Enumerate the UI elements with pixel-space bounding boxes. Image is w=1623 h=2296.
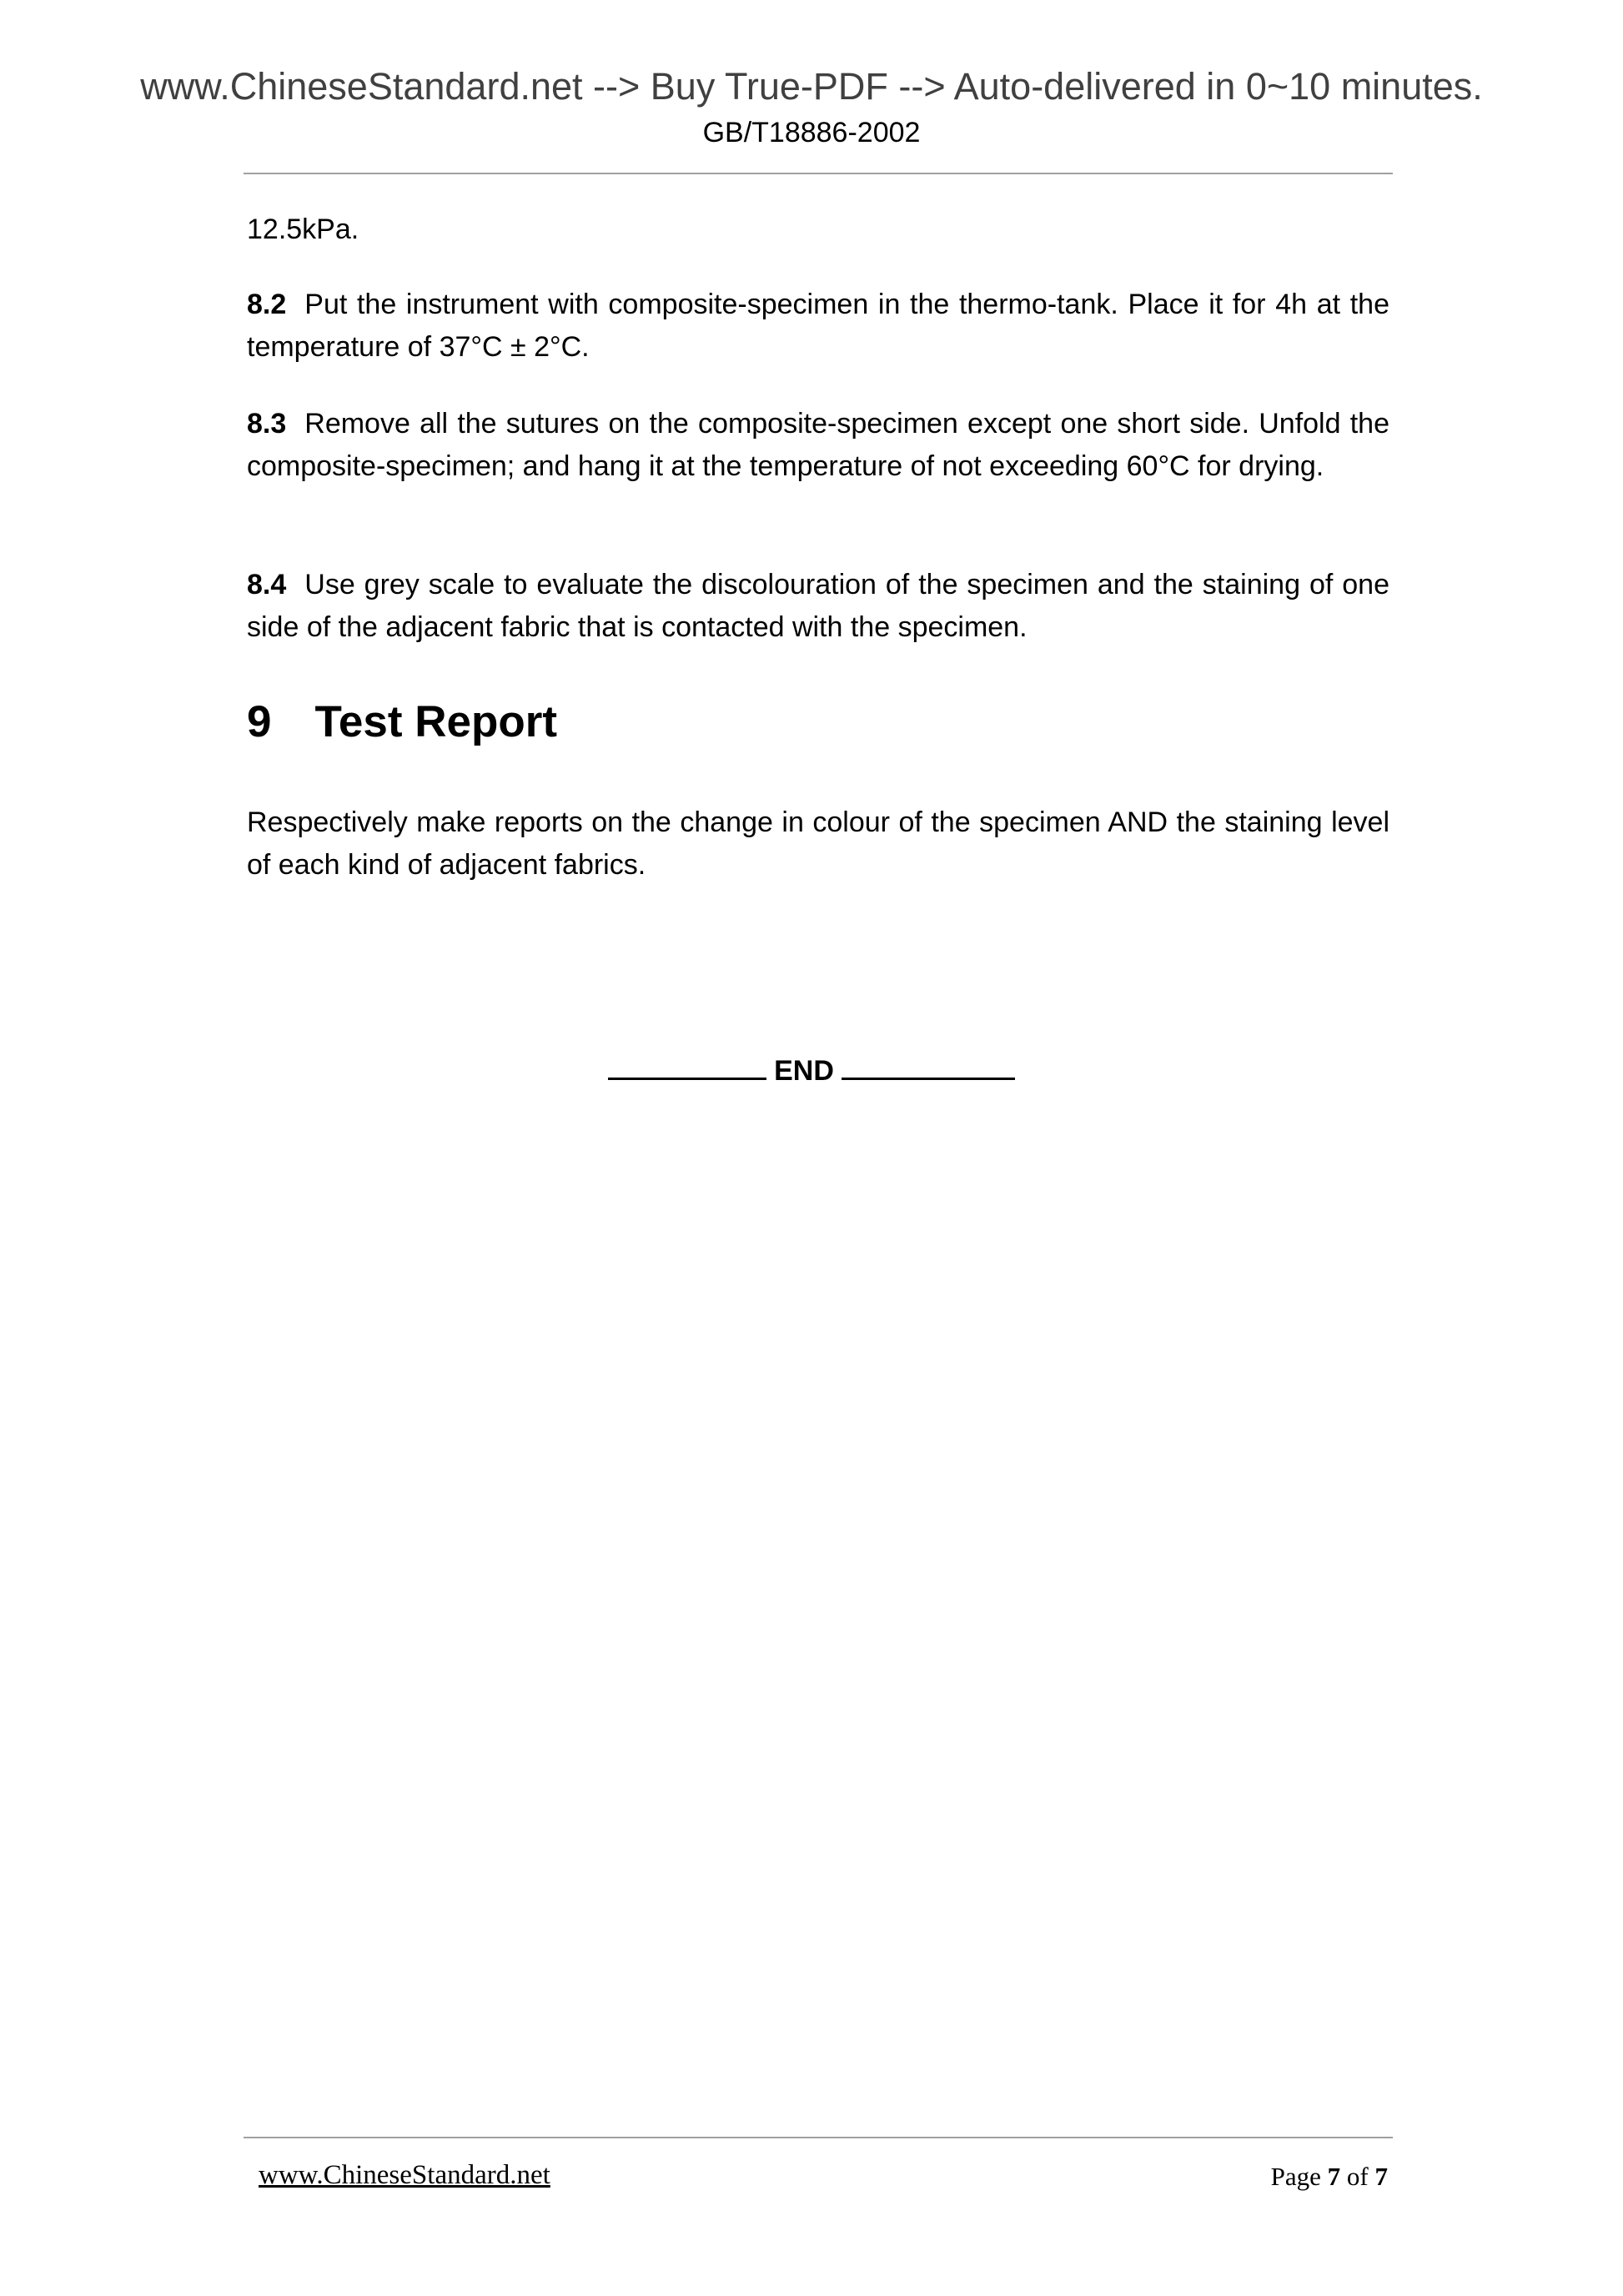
clause-8-3 bbox=[247, 403, 1389, 488]
page-number bbox=[1271, 2162, 1388, 2192]
section-title: Test Report bbox=[314, 697, 558, 746]
clause-number: 8.2 bbox=[247, 289, 287, 320]
page-of: of bbox=[1346, 2162, 1369, 2191]
page-label: Page bbox=[1270, 2162, 1321, 2191]
document-id: GB/T18886-2002 bbox=[702, 117, 921, 148]
current-page: 7 bbox=[1327, 2162, 1341, 2191]
total-pages: 7 bbox=[1374, 2162, 1388, 2191]
clause-number: 8.3 bbox=[247, 408, 287, 440]
footer-divider bbox=[244, 2137, 1393, 2138]
clause-text: Remove all the sutures on the composite-specimen except one short side. Unfold the composite-specimen; and hang it at the temperature of not exceeding 60°C for drying. bbox=[247, 408, 1389, 482]
footer-website-link[interactable]: www.ChineseStandard.net bbox=[259, 2160, 550, 2190]
test-report-text: Respectively make reports on the change in colour of the specimen AND the staining level of each kind of adjacent fabrics. bbox=[247, 806, 1389, 881]
clause-number: 8.4 bbox=[247, 569, 287, 600]
header-banner: www.ChineseStandard.net --> Buy True-PDF --> Auto-delivered in 0~10 minutes. bbox=[140, 65, 1483, 108]
clause-8-4 bbox=[247, 564, 1389, 649]
clause-text: Put the instrument with composite-specimen in the thermo-tank. Place it for 4h at the temperature of 37°C ± 2°C. bbox=[247, 289, 1389, 363]
end-marker bbox=[0, 1053, 1623, 1088]
section-heading bbox=[247, 696, 557, 747]
section-number: 9 bbox=[247, 697, 272, 746]
clause-8-2 bbox=[247, 284, 1389, 369]
continuation-text: 12.5kPa. bbox=[247, 214, 359, 245]
clause-text: Use grey scale to evaluate the discolouration of the specimen and the staining of one side of the adjacent fabric that is contacted with the specimen. bbox=[247, 569, 1389, 643]
end-label: END bbox=[774, 1055, 834, 1087]
header-divider bbox=[244, 173, 1393, 174]
